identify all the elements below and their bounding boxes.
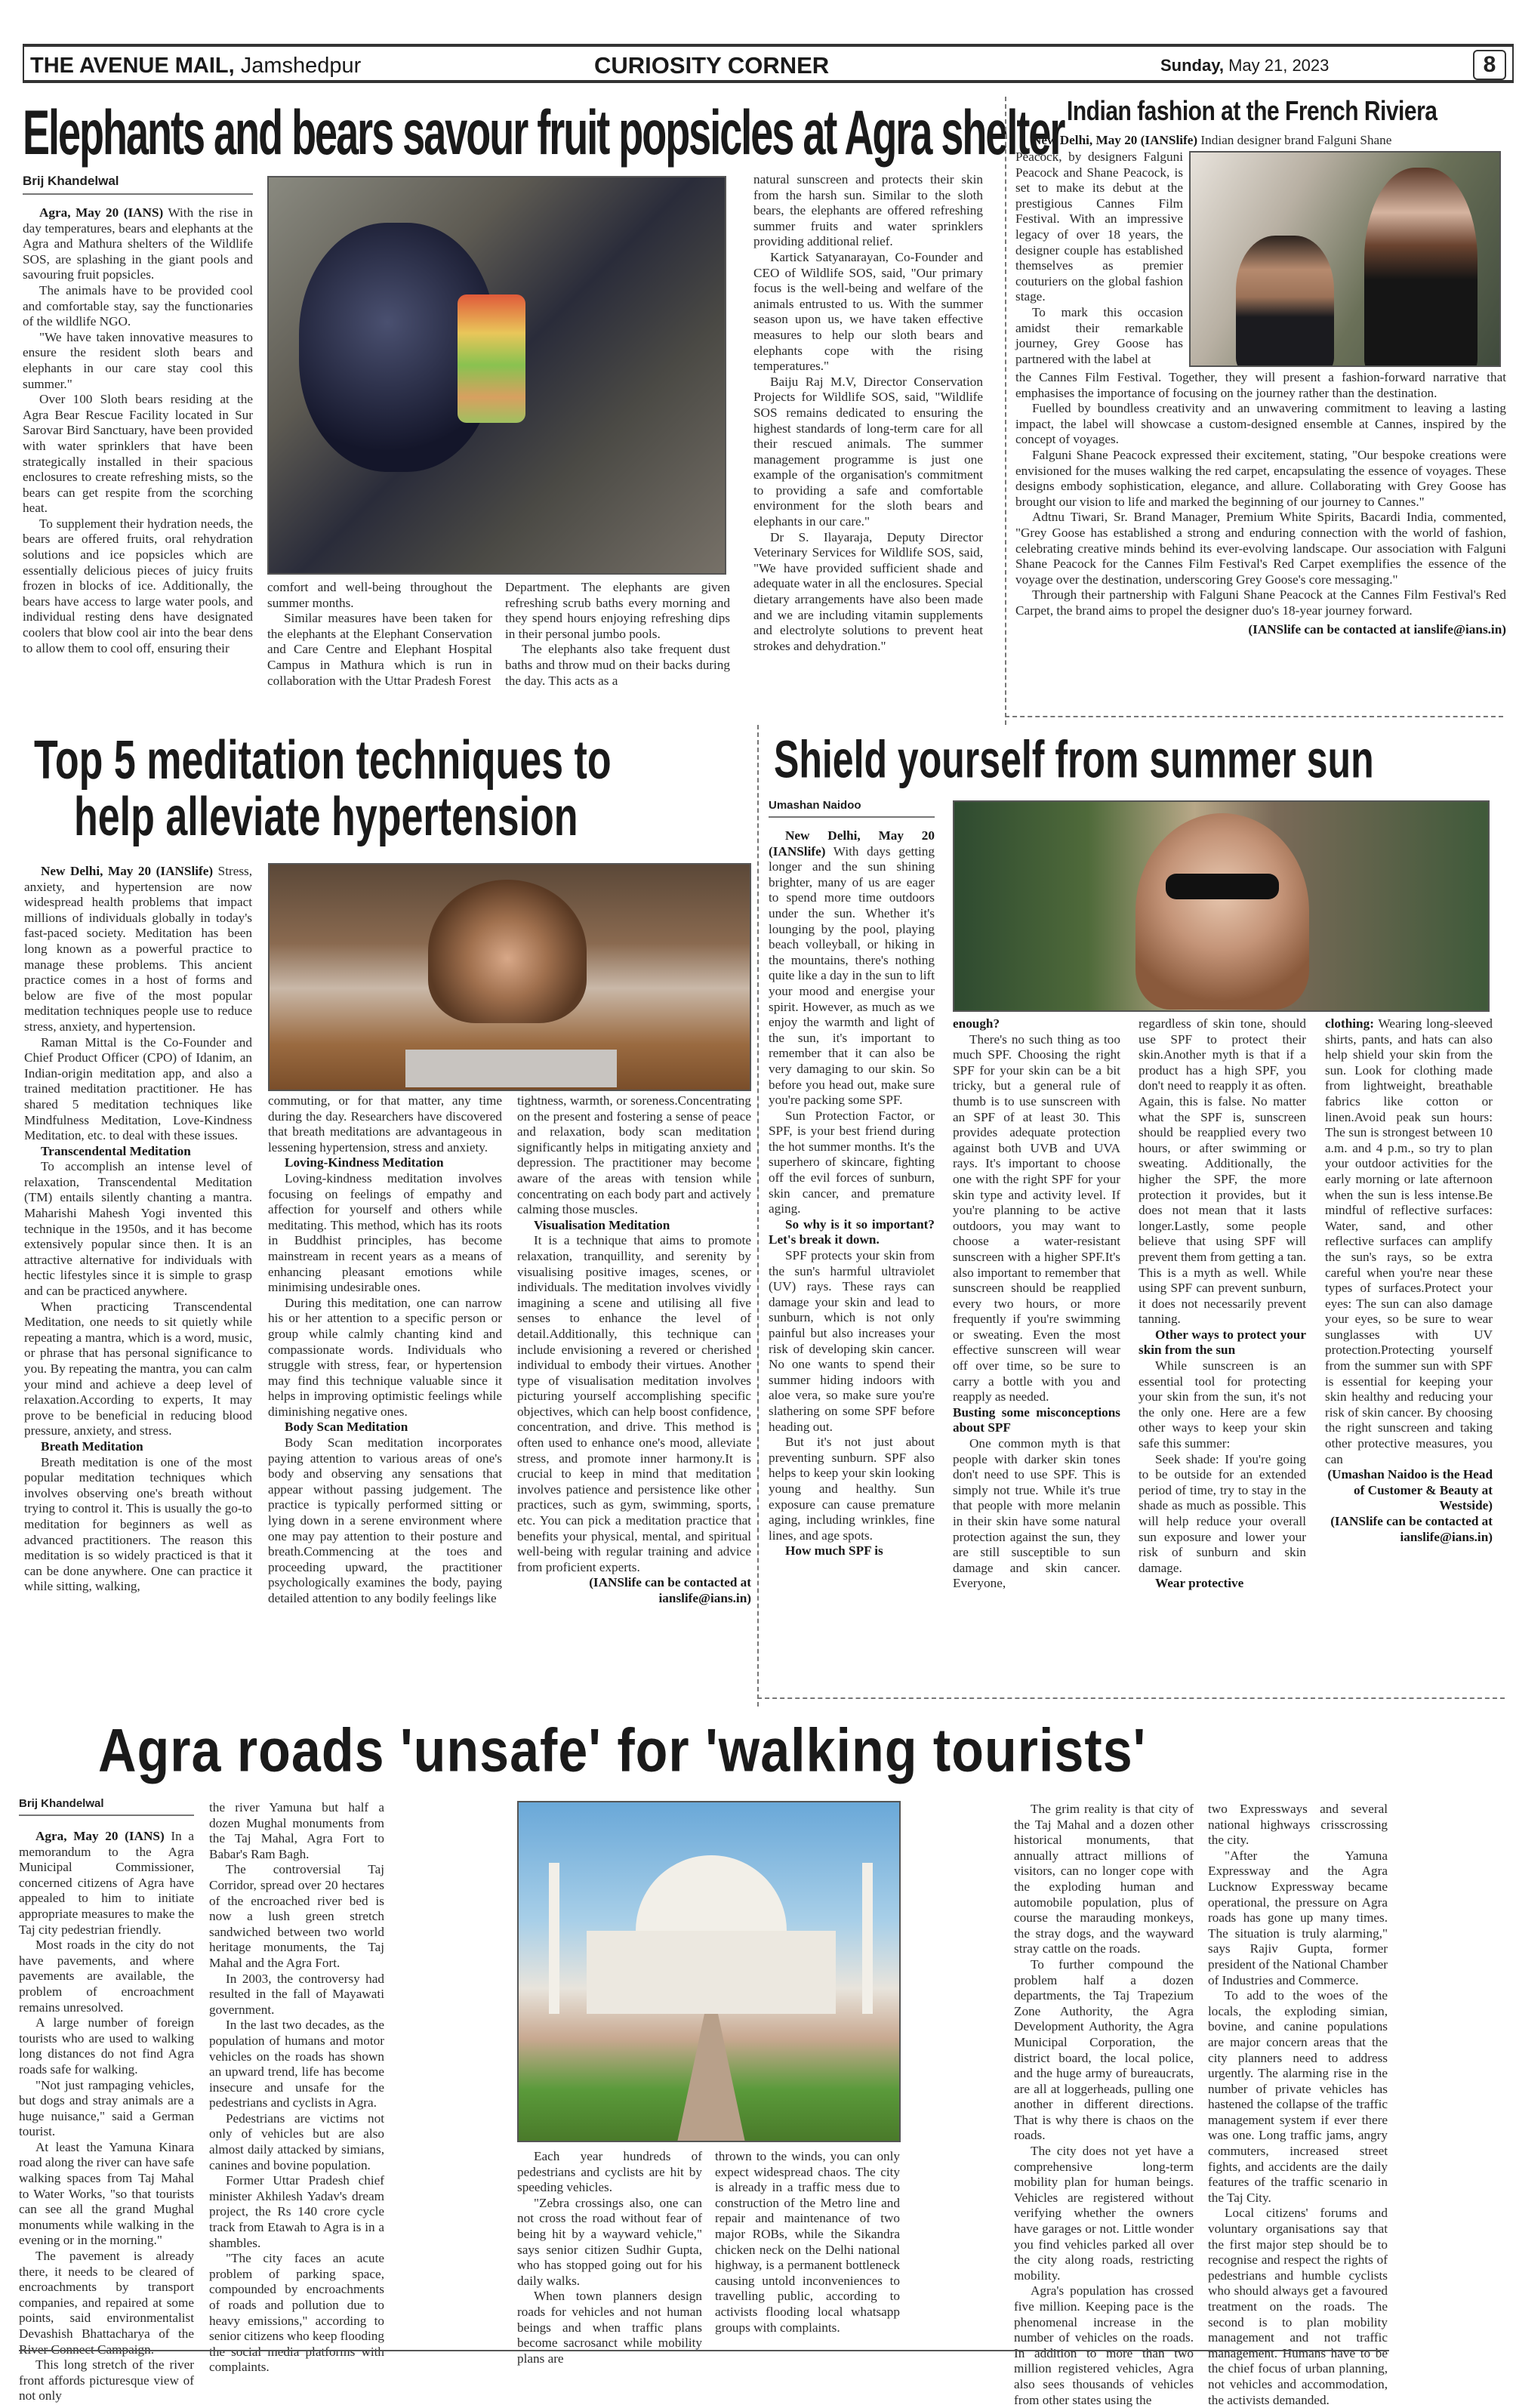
- article-fashion-side: [1015, 150, 1183, 367]
- subheading: Loving-Kindness Meditation: [285, 1155, 444, 1170]
- paragraph: The pavement is already there, it needs to be cleared of encroachments by transport companies, and repaired at some points, said environmentalist Devashish Bhattacharya of the River Connect Campaign.: [19, 2249, 194, 2357]
- paragraph: Local citizens' forums and voluntary organisations say that the first major step should be to recognise and respect the rights of pedestrians and humble cyclists who should always get a favoured treatment on the roads. The second is to plan mobility management and not traffic management. Humans have to be the chief focus of urban planning, not vehicles and accommodation, the activists demanded.: [1208, 2206, 1388, 2407]
- section-title: CURIOSITY CORNER: [594, 52, 830, 79]
- issue-date-value: May 21, 2023: [1228, 56, 1330, 75]
- taj-base: [587, 1931, 836, 2014]
- paragraph: This long stretch of the river front affords picturesque view of not only: [19, 2357, 194, 2403]
- section-divider: [757, 1697, 1505, 1699]
- subheading: Transcendental Meditation: [41, 1143, 191, 1158]
- article-meditation-col1: [24, 864, 252, 1595]
- headline-meditation-1: Top 5 meditation techniques to: [34, 729, 612, 791]
- paragraph: commuting, or for that matter, any time during the day. Researchers have discovered that breath meditations are advantageous in lessening hypertension, stress and anxiety.: [268, 1093, 502, 1155]
- column-divider: [757, 725, 759, 1707]
- paper-name: [30, 53, 361, 79]
- paragraph: Similar measures have been taken for the elephants at the Elephant Conservation and Care Centre and Elephant Hospital Campus in Mathura which is run in collaboration with the Uttar Pradesh Forest: [267, 611, 492, 688]
- headline-elephants: Elephants and bears savour fruit popsicles at Agra shelter: [23, 97, 1065, 168]
- headline-meditation-2: help alleviate hypertension: [74, 786, 578, 848]
- paragraph: Adtnu Tiwari, Sr. Brand Manager, Premium White Spirits, Bacardi India, commented, "Grey Goose has established a strong and enduring connection with the world of fashion, celebrating creative minds behind its ever-evolving landscape. Our association with Falguni Shane Peacock for the Cannes Film Festival's Red Carpet exemplifies the essence of the voyage over the destination, underscoring Grey Goose's core messaging.": [1015, 510, 1506, 587]
- subheading: Breath Meditation: [41, 1438, 143, 1454]
- paragraph: Wearing long-sleeved shirts, pants, and hats can also help shield your skin from the sun. Look for clothing made from lightweight, breathable fabrics like cotton or linen.Avoid peak sun hours: The sun is strongest between 10 a.m. and 4 p.m., so try to plan your outdoor activities for the early morning or late afternoon when the sun is less intense.Be mindful of reflective surfaces: Water, sand, and other reflective surfaces can amplify the sun's rays, so be extra careful when you're near these types of surfaces.Protect your eyes: The sun can also damage your eyes, so be sure to wear sunglasses with UV protection.Protecting yourself from the summer sun with SPF is essential for keeping your skin healthy and reducing your risk of skin cancer. By choosing the right sunscreen and taking other protective measures, you can: [1325, 1016, 1493, 1466]
- subheading: So why is it so important? Let's break it down.: [769, 1216, 935, 1247]
- paragraph: natural sunscreen and protects their skin from the harsh sun. Similar to the sloth bears, the elephants are offered refreshing summer fruits and water sprinklers providing additional relief.: [753, 172, 983, 249]
- paragraph: "After the Yamuna Expressway and the Agra Lucknow Expressway became operational, the pressure on Agra roads has gone up many times. The situation is truly alarming," says Rajiv Gupta, former president of the National Chamber of Industries and Commerce.: [1208, 1848, 1388, 1987]
- laptop: [405, 1050, 617, 1087]
- subheading: Other ways to protect your skin from the sun: [1139, 1327, 1306, 1358]
- paragraph: Through their partnership with Falguni Shane Peacock at the Cannes Film Festival's Red Carpet, the brand aims to propel the designer duo's 18-year journey forward.: [1015, 587, 1506, 618]
- article-agra-col1: [19, 1829, 194, 2404]
- paragraph: regardless of skin tone, should use SPF to protect their skin.Another myth is that if a product has a high SPF, you don't need to reapply it as often. Again, this is false. No matter what the SPF is, sunscreen should be reapplied every two hours, or after swimming or sweating. Additionally, the higher the SPF, the more protection it provides, but it does not mean that it lasts longer.Lastly, some people believe that using SPF will prevent them from getting a tan. This is a myth as well. While using SPF can prevent sunburn, it does not necessarily prevent tanning.: [1139, 1016, 1306, 1327]
- paragraph: To supplement their hydration needs, the bears are offered fruits, oral rehydration solutions and ice popsicles which are essentially delicious pieces of juicy fruits frozen in blocks of ice. Additionally, the bears have access to large water pools, and individual resting dens have designated coolers that blow cool air into the bear dens to allow them to cool off, ensuring their: [23, 516, 253, 655]
- subheading: Wear protective: [1155, 1576, 1244, 1591]
- article-agra-col4: [715, 2149, 900, 2336]
- paragraph: When practicing Transcendental Meditation, one needs to sit quietly while repeating a mantra, which is a word, music, or phrase that has personal significance to you. By repeating the mantra, you can calm your mind and achieve a deep level of relaxation.According to experts, It may prove to be beneficial in reducing blood pressure, anxiety, and stress.: [24, 1299, 252, 1438]
- headline-fashion: Indian fashion at the French Riviera: [1067, 97, 1437, 127]
- paragraph: In a memorandum to the Agra Municipal Commissioner, concerned citizens of Agra have appealed to him to initiate appropriate measures to make the Taj city pedestrian friendly.: [19, 1829, 194, 1937]
- paragraph: The controversial Taj Corridor, spread over 20 hectares of the encroached river bed is now a lush green stretch sandwiched between two world heritage monuments, the Taj Mahal and the Agra Fort.: [209, 1862, 384, 1970]
- headline-agra: Agra roads 'unsafe' for 'walking tourists': [98, 1716, 1147, 1784]
- pathway: [677, 2014, 745, 2142]
- byline-sun: Umashan Naidoo: [769, 799, 935, 818]
- paragraph: Over 100 Sloth bears residing at the Agra Bear Rescue Facility located in Sur Sarovar Bird Sanctuary, have been provided with water sprinklers that have been strategically installed in their spacious enclosures to create refreshing mists, so the bears can get respite from the scorching heat.: [23, 392, 253, 516]
- paragraph: Most roads in the city do not have pavements, and where pavements are available, the problem of encroachment remains unresolved.: [19, 1938, 194, 2015]
- paragraph: Breath meditation is one of the most popular meditation techniques which involves observing one's breath without trying to control it. This is usually the go-to meditation for beginners as well as advanced practitioners. The reason this meditation is so widely practiced is that it can be done anywhere. One can practice it while sitting, walking,: [24, 1454, 252, 1594]
- article-agra-col5: [1014, 1802, 1194, 2408]
- paragraph: Pedestrians are victims not only of vehicles but are also almost daily attacked by simians, canines and bovine population.: [209, 2110, 384, 2172]
- headline-sun: Shield yourself from summer sun: [774, 729, 1374, 789]
- paper-city: Jamshedpur: [240, 54, 362, 78]
- article-fashion-body: [1015, 370, 1506, 637]
- paragraph: Loving-kindness meditation involves focusing on feelings of empathy and affection for yourself and others while meditating. This method, which has its roots in Buddhist principles, has become mainstream in recent years as a means of enhancing pleasant emotions while minimising undesirable ones.: [268, 1170, 502, 1295]
- photo-designers: [1189, 151, 1501, 367]
- paragraph: But it's not just about preventing sunburn. SPF also helps to keep your skin looking young and healthy. Sun exposure can cause premature aging, including wrinkles, fine lines, and age spots.: [769, 1435, 935, 1543]
- paragraph: "The city faces an acute problem of parking space, compounded by encroachments of roads and pollution due to heavy emissions," according to senior citizens who keep flooding the social media platforms with complaints.: [209, 2251, 384, 2375]
- article-sun-col1: [769, 828, 935, 1559]
- paragraph: A large number of foreign tourists who are used to walking long distances do not find Agra roads safe for walking.: [19, 2015, 194, 2077]
- paragraph: Indian designer brand Falguni Shane: [1200, 133, 1392, 147]
- paragraph: the Cannes Film Festival. Together, they will present a fashion-forward narrative that emphasises the importance of focusing on the journey rather than the destination.: [1015, 370, 1506, 400]
- credit-line: (Umashan Naidoo is the Head of Customer & Beauty at Westside): [1327, 1467, 1493, 1513]
- paragraph: "We have taken innovative measures to ensure the resident sloth bears and elephants in our care stay cool this summer.": [23, 329, 253, 391]
- paragraph: The animals have to be provided cool and comfortable stay, say the functionaries of the wildlife NGO.: [23, 282, 253, 329]
- dateline: New Delhi, May 20 (IANSlife): [41, 864, 214, 878]
- fruit-popsicle: [458, 294, 525, 423]
- paragraph: Former Uttar Pradesh chief minister Akhilesh Yadav's dream project, the Rs 140 crore cycle track from Etawah to Agra is in a shambles.: [209, 2173, 384, 2250]
- subheading: Body Scan Meditation: [285, 1420, 408, 1435]
- paragraph: Department. The elephants are given refreshing scrub baths every morning and they spend hours enjoying refreshing dips in their personal jumbo pools.: [505, 580, 730, 641]
- article-elephants-col1: [23, 205, 253, 656]
- article-agra-col6: [1208, 1802, 1388, 2408]
- subheading: How much SPF is: [785, 1543, 883, 1559]
- paragraph: Peacock, by designers Falguni Peacock and Shane Peacock, is set to make its debut at the prestigious Cannes Film Festival. With an impressive legacy of over 18 years, the designer couple has established themselves as premier couturiers on the global fashion stage.: [1015, 150, 1183, 304]
- man-figure: [1236, 236, 1334, 367]
- woman-figure: [1135, 813, 1309, 1010]
- article-agra-col2: [209, 1800, 384, 2376]
- photo-stressed-woman: [268, 863, 751, 1091]
- paragraph: comfort and well-being throughout the summer months.: [267, 580, 492, 610]
- minaret: [862, 1863, 873, 2014]
- paragraph: "Not just rampaging vehicles, but dogs and stray animals are a huge nuisance," said a German tourist.: [19, 2077, 194, 2139]
- paragraph: Kartick Satyanarayan, Co-Founder and CEO of Wildlife SOS, said, "Our primary focus is the well-being and welfare of the animals entrusted to us. With the summer season upon us, we have taken effective measures to help our sloth bears and elephants cope with the rising temperatures.": [753, 249, 983, 374]
- credit-line: (IANSlife can be contacted at ianslife@ians.in): [589, 1575, 751, 1605]
- byline-elephants: Brij Khandelwal: [23, 174, 253, 195]
- article-meditation-col3: [517, 1093, 751, 1607]
- paragraph: The grim reality is that city of the Taj Mahal and a dozen other historical monuments, that annually attract millions of visitors, can no longer cope with the exploding human and automobile population, plus of course the marauding monkeys, the stray dogs, and the wayward stray cattle on the roads.: [1014, 1802, 1194, 1956]
- article-sun-col4: [1325, 1016, 1493, 1545]
- paragraph: two Expressways and several national highways crisscrossing the city.: [1208, 1802, 1388, 1848]
- paragraph: Raman Mittal is the Co-Founder and Chief Product Officer (CPO) of Idanim, an Indian-origin meditation app, and also a trained meditation practitioner. He has shared 5 meditation techniques like Mindfulness Meditation, Love-Kindness Meditation, etc. to deal with these issues.: [24, 1034, 252, 1143]
- article-sun-col2: [953, 1016, 1120, 1592]
- paragraph: tightness, warmth, or soreness.Concentrating on the present and fostering a sense of peace and relaxation, body scan meditation significantly helps in mitigating anxiety and depression. The practitioner may become aware of the areas with tension while concentrating on each body part and actively calming those muscles.: [517, 1093, 751, 1217]
- paragraph: When town planners design roads for vehicles and not human beings and when traffic plans become sacrosanct while mobility plans are: [517, 2289, 702, 2366]
- paragraph: To mark this occasion amidst their remarkable journey, Grey Goose has partnered with the label at: [1015, 304, 1183, 366]
- subheading: clothing:: [1325, 1016, 1374, 1031]
- paragraph: the river Yamuna but half a dozen Mughal monuments from the Taj Mahal, Agra Fort to Babar's Ram Bagh.: [209, 1800, 384, 1861]
- paragraph: In the last two decades, as the population of humans and motor vehicles on the roads has shown an upward trend, life has become insecure and unsafe for the pedestrians and cyclists in Agra.: [209, 2018, 384, 2110]
- dateline: New Delhi, May 20 (IANSlife): [1032, 133, 1198, 147]
- article-agra-col3: [517, 2149, 702, 2366]
- woman-figure: [428, 880, 587, 1023]
- article-elephants-col4: [753, 172, 983, 654]
- paragraph: There's no such thing as too much SPF. Choosing the right SPF for your skin can be a bit tricky, but a general rule of thumb is to use sunscreen with an SPF of at least 30. This provides adequate protection against both UVB and UVA rays. It's important to choose one with the right SPF for your skin type and activity level. If you're planning to be active outdoors, you may want to choose a water-resistant sunscreen with a higher SPF.It's also important to remember that sunscreen should be reapplied every two hours, or more frequently if you're swimming or sweating. Even the most effective sunscreen will wear off over time, so be sure to carry a bottle with you and reapply as needed.: [953, 1031, 1120, 1404]
- paragraph: At least the Yamuna Kinara road along the river can have safe walking spaces from Taj Mahal to Water Works, "so that tourists can see all the grand Mughal monuments while walking in the evening or in the morning.": [19, 2139, 194, 2248]
- issue-day: Sunday,: [1160, 56, 1224, 75]
- paragraph: Agra's population has crossed five million. Keeping pace is the phenomenal increase in the number of vehicles on the roads. In addition to more than two million registered vehicles, Agra also sees thousands of vehicles from other states using the: [1014, 2283, 1194, 2407]
- paragraph: With days getting longer and the sun shining brighter, many of us are eager to spend more time outdoors under the sun. Whether it's lounging by the pool, playing beach volleyball, or hiking in the mountains, there's nothing quite like a day in the sun to lift your mood and energise your spirit. However, as much as we enjoy the warmth and light of the sun, it's important to remember that it can also be very damaging to our skin. So before you head out, make sure you're packing some SPF.: [769, 843, 935, 1108]
- subheading: Busting some misconceptions about SPF: [953, 1404, 1120, 1435]
- column-divider: [1005, 97, 1006, 725]
- paragraph: The city does not yet have a comprehensive long-term mobility plan for human beings. Vehicles are registered without verifying whether the owners have garages or not. Little wonder you find vehicles parked all over the city along roads, restricting mobility.: [1014, 2144, 1194, 2283]
- article-elephants-col3: [505, 580, 730, 689]
- article-meditation-col2: [268, 1093, 502, 1607]
- bottom-rule: [19, 2350, 1389, 2351]
- paragraph: Fuelled by boundless creativity and an unwavering commitment to leaving a lasting impact, the label will showcase a custom-designed ensemble at Cannes, inspired by the concept of voyages.: [1015, 401, 1506, 447]
- paragraph: Seek shade: If you're going to be outside for an extended period of time, try to stay in the shade as much as possible. This will help reduce your overall sun exposure and lower your risk of sunburn and skin damage.: [1139, 1451, 1306, 1575]
- dateline: Agra, May 20 (IANS): [35, 1829, 165, 1843]
- credit-line: (IANSlife can be contacted at ianslife@ians.in): [1330, 1514, 1493, 1544]
- issue-date: [1160, 53, 1329, 79]
- photo-sloth-bear: [267, 176, 726, 575]
- paragraph: While sunscreen is an essential tool for protecting your skin from the sun, it's not the only one. Here are a few other ways to keep your skin safe this summer:: [1139, 1358, 1306, 1451]
- paragraph: The elephants also take frequent dust baths and throw mud on their backs during the day. This acts as a: [505, 642, 730, 688]
- minaret: [549, 1863, 559, 2014]
- article-fashion: [1015, 133, 1506, 149]
- paragraph: To accomplish an intense level of relaxation, Transcendental Meditation (TM) entails silently chanting a mantra. Maharishi Mahesh Yogi invented this technique in the 1950s, and it has become extensively popular since then. It is an attractive alternative for individuals with hectic lifestyles since it is simple to grasp and can be practiced anywhere.: [24, 1159, 252, 1299]
- paragraph: Baiju Raj M.V, Director Conservation Projects for Wildlife SOS, said, "Wildlife SOS remains dedicated to ensuring the highest standards of long-term care for all their rescued animals. The summer management programme is just one example of the organisation's commitment to providing a safe and comfortable environment for the sloth bears and elephants in our care.": [753, 374, 983, 529]
- paragraph: Dr S. Ilayaraja, Deputy Director Veterinary Services for Wildlife SOS, said, "We have provided sufficient shade and adequate water in all the enclosures. Special dietary arrangements have also been made and we are including vitamin supplements and electrolyte solutions to prevent heat strokes and dehydration.": [753, 529, 983, 653]
- paragraph: In 2003, the controversy had resulted in the fall of Mayawati government.: [209, 1971, 384, 2017]
- paper-title: THE AVENUE MAIL,: [30, 54, 235, 78]
- paragraph: To further compound the problem half a dozen departments, the Taj Trapezium Zone Authority, the Agra Development Authority, the Agra Municipal Corporation, the district board, the local police, and the huge army of bureaucrats, are all at loggerheads, pulling one another in different directions. That is why there is chaos on the roads.: [1014, 1956, 1194, 2143]
- paragraph: thrown to the winds, you can only expect widespread chaos. The city is already in a traffic mess due to construction of the Metro line and repair and maintenance of two major ROBs, while the Sikandra chicken neck on the Delhi national highway, is a permanent bottleneck causing untold inconveniences to travelling public, according to activists flooding local whatsapp groups with complaints.: [715, 2149, 900, 2335]
- paragraph: One common myth is that people with darker skin tones don't need to use SPF. This is simply not true. While it's true that people with more melanin in their skin have some natural protection against the sun, they are still susceptible to sun damage and skin cancer. Everyone,: [953, 1436, 1120, 1591]
- dateline: Agra, May 20 (IANS): [39, 205, 164, 220]
- photo-taj-mahal: [517, 1801, 901, 2142]
- section-divider: [1005, 716, 1503, 717]
- woman-figure: [1364, 168, 1477, 367]
- paragraph: "Zebra crossings also, one can not cross the road without fear of being hit by a wayward vehicle," says senior citizen Sudhir Gupta, who has stopped going out for his daily walks.: [517, 2195, 702, 2288]
- photo-woman-sunglasses: [953, 800, 1490, 1012]
- paragraph: Stress, anxiety, and hypertension are now widespread health problems that impact millions of individuals globally in today's fast-paced society. Meditation has been long known as a powerful practice to manage these problems. This ancient practice comes in a host of forms and below are five of the most popular meditation techniques people use to reduce stress, anxiety, and hypertension.: [24, 864, 253, 1034]
- paragraph: SPF protects your skin from the sun's harmful ultraviolet (UV) rays. These rays can damage your skin and lead to sunburn, which is not only painful but also increases your risk of developing skin cancer. No one wants to spend their summer hiding indoors with aloe vera, so make sure you're slathering on some SPF before heading out.: [769, 1248, 935, 1434]
- masthead: [23, 44, 1514, 83]
- paragraph: Body Scan meditation incorporates paying attention to various areas of one's body and observing any sensations that appear without passing judgement. The practice is typically performed sitting or lying down in a serene environment where one may pay attention to their posture and breath.Commencing at the toes and proceeding upward, the practitioner psychologically examines the body, paying detailed attention to any bodily feelings like: [268, 1435, 502, 1605]
- paragraph: Sun Protection Factor, or SPF, is your best friend during the hot summer months. It's the superhero of skincare, fighting off the evil forces of sunburn, skin cancer, and premature aging.: [769, 1108, 935, 1216]
- subheading: enough?: [953, 1016, 1000, 1031]
- byline-agra: Brij Khandelwal: [19, 1797, 194, 1816]
- sunglasses: [1166, 874, 1279, 899]
- paragraph: Each year hundreds of pedestrians and cyclists are hit by speeding vehicles.: [517, 2149, 702, 2195]
- article-elephants-col2: [267, 580, 492, 689]
- paragraph: With the rise in day temperatures, bears and elephants at the Agra and Mathura shelters of the Wildlife SOS, are splashing in the giant pools and savouring fruit popsicles.: [23, 205, 253, 282]
- subheading: Visualisation Meditation: [534, 1217, 670, 1232]
- paragraph: It is a technique that aims to promote relaxation, tranquillity, and serenity by visualising positive images, scenes, or individuals. The meditation involves vividly imagining a scene and utilising all five senses to enhance the level of detail.Additionally, this technique can include envisioning a revered or cherished individual to embody their virtues. Another type of visualisation meditation involves picturing yourself accomplishing specific objectives, which can help boost confidence, concentration, and drive. This method is often used to enhance one's mood, alleviate stress, and promote inner harmony.It is crucial to keep in mind that meditation involves patience and persistence like other practices, such as gym, swimming, sports, etc. You can pick a meditation practice that benefits your physical, mental, and spiritual well-being with regular training and advice from proficient experts.: [517, 1233, 751, 1574]
- article-sun-col3: [1139, 1016, 1306, 1592]
- dateline: New Delhi, May 20 (IANSlife): [769, 828, 935, 859]
- page-number: 8: [1473, 50, 1506, 80]
- credit-line: (IANSlife can be contacted at ianslife@ians.in): [1248, 621, 1506, 637]
- paragraph: During this meditation, one can narrow his or her attention to a specific person or group while calmly chanting kind and compassionate words. Individuals who struggle with stress, fear, or hypertension may find this technique valuable since it helps in improving optimistic feelings while diminishing negative ones.: [268, 1295, 502, 1419]
- paragraph: To add to the woes of the locals, the exploding simian, bovine, and canine populations are major concern areas that the city planners need to address urgently. The alarming rise in the number of private vehicles has hastened the collapse of the traffic management system if ever there was one. Long traffic jams, angry commuters, increased street fights, and accidents are the daily features of the traffic scenario in the Taj City.: [1208, 1988, 1388, 2205]
- paragraph: Falguni Shane Peacock expressed their excitement, stating, "Our bespoke creations were envisioned for the muses walking the red carpet, encapsulating the essence of voyages. These designs embody sophistication, elegance, and allure. Collaborating with Grey Goose has brought our vision to life and marked the beginning of our journey to Cannes.": [1015, 447, 1506, 509]
